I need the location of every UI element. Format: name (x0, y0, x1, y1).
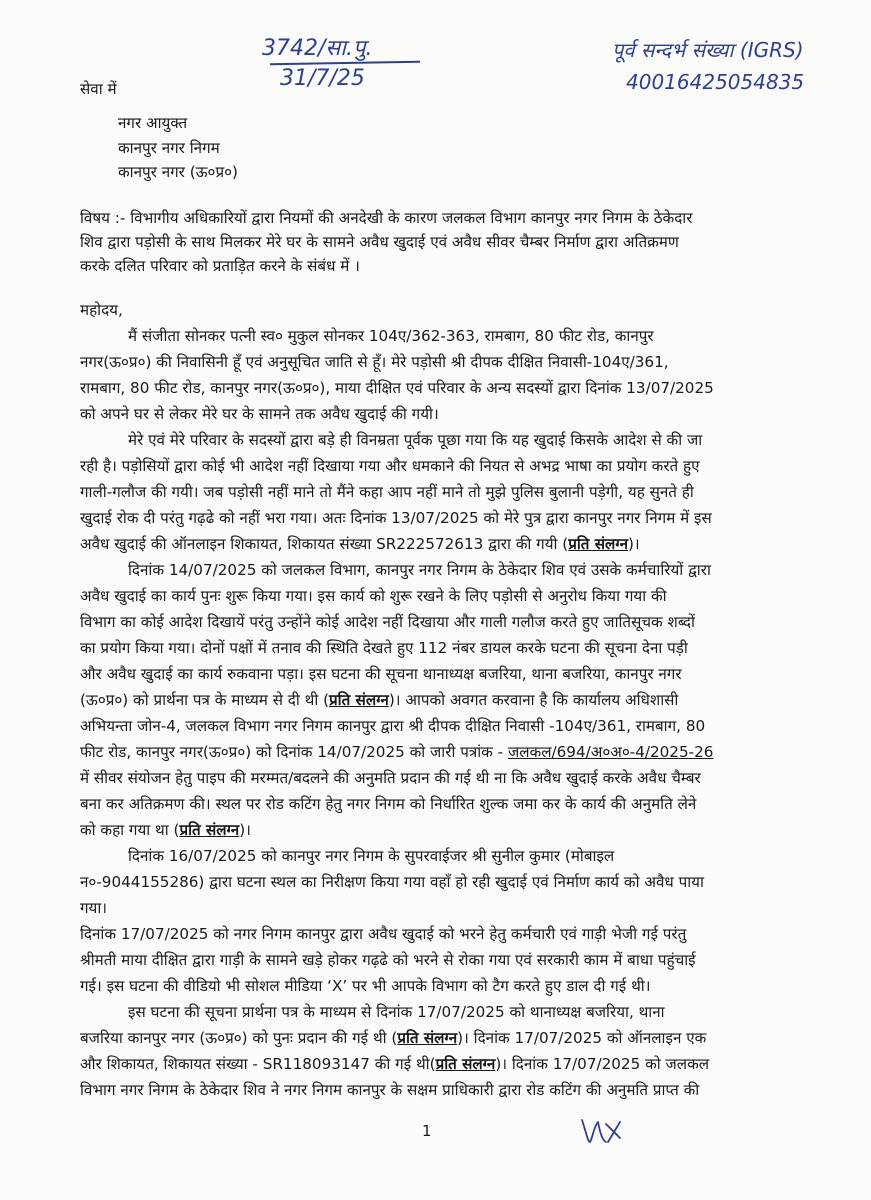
subject-line: शिव द्वारा पड़ोसी के साथ मिलकर मेरे घर के सामने अवैध खुदाई एवं अवैध सीवर चैम्बर निर्माण द्वारा अतिक्रमण (80, 233, 679, 251)
subject-line: विषय :- विभागीय अधिकारियों द्वारा नियमों की अनदेखी के कारण जलकल विभाग कानपुर नगर निगम के ठेकेदार (80, 209, 693, 227)
enclosed-label: प्रति संलग्न (435, 1055, 496, 1073)
para5-line: श्रीमती माया दीक्षित द्वारा गाड़ी के सामने खड़े होकर गढ़ढे को भरने से रोका गया एवं सरकारी काम में बाधा पहुंचाई (80, 951, 696, 969)
para3-line: अभियन्ता जोन-4, जलकल विभाग नगर निगम कानपुर द्वारा श्री दीपक दीक्षित निवासी -104ए/361, रामबाग, 80 (80, 717, 706, 735)
para3-line-text: । आपको अवगत करवाना है कि कार्यालय अधिशासी (394, 691, 679, 709)
signature-icon (576, 1112, 624, 1148)
para2-line: गाली-गलौज की गयी। जब पड़ोसी नहीं माने तो मैंने कहा आप नहीं माने तो मुझे पुलिस बुलानी पड़ेगी, यह सुनते ही (80, 483, 694, 501)
subject-line: करके दलित परिवार को प्रताड़ित करने के संबंध में । (80, 257, 360, 275)
para2-line: रही है। पड़ोसियों द्वारा कोई भी आदेश नहीं दिखाया गया और धमकाने की नियत से अभद्र भाषा का प्रयोग करते हुए (80, 457, 700, 475)
addressee-line: कानपुर नगर निगम (118, 139, 220, 157)
para5-line: दिनांक 17/07/2025 को नगर निगम कानपुर द्वारा अवैध खुदाई को भरने हेतु कर्मचारी एवं गाड़ी भेजी गई परंतु (80, 925, 687, 943)
para3-line-text: को कहा गया था (80, 821, 169, 839)
enclosed-label: प्रति संलग्न (179, 821, 240, 839)
enclosed-label: प्रति संलग्न (397, 1029, 458, 1047)
para3-line-text: फीट रोड, कानपुर नगर(ऊ०प्र०) को दिनांक 14/07/2025 को जारी पत्रांक - (80, 743, 504, 761)
para6-line-text: । दिनांक 17/07/2025 को ऑनलाइन एक (463, 1029, 707, 1047)
para3-line: का प्रयोग किया गया। दोनों पक्षों में तनाव की स्थिति देखते हुए 112 नंबर डायल करके घटना की सूचना देना पड़ी (80, 639, 688, 657)
para6-line-text: और शिकायत, शिकायत संख्या - SR118093147 की गई थी (80, 1055, 430, 1073)
handwritten-previous-reference-number: 40016425054835 (626, 70, 805, 94)
para2-line: मेरे एवं मेरे परिवार के सदस्यों द्वारा बड़े ही विनम्रता पूर्वक पूछा गया कि यह खुदाई किसके आदेश से की जा (128, 431, 703, 449)
para5-line: गई। इस घटना की वीडियो भी सोशल मीडिया ‘X’ पर भी आपके विभाग को टैग करते हुए डाल दी गई थी। (80, 977, 651, 995)
letter-reference-number: जलकल/694/अ०अ०-4/2025-26 (507, 743, 714, 761)
para3-line: बना कर अतिक्रमण की। स्थल पर रोड कटिंग हेतु नगर निगम को निर्धारित शुल्क जमा कर के कार्य की अनुमति लेने (80, 795, 697, 813)
para2-line: अवैध खुदाई की ऑनलाइन शिकायत, शिकायत संख्या SR222572613 द्वारा की गयी (प्रति संलग्न)। (80, 535, 640, 553)
para6-line: और शिकायत, शिकायत संख्या - SR118093147 की गई थी(प्रति संलग्न)। दिनांक 17/07/2025 को जलकल (80, 1055, 710, 1073)
para6-line: विभाग नगर निगम के ठेकेदार शिव ने नगर निगम कानपुर के सक्षम प्राधिकारी द्वारा रोड कटिंग की अनुमति प्राप्त की (80, 1081, 700, 1099)
page-number: 1 (422, 1122, 432, 1140)
para6-line: इस घटना की सूचना प्रार्थना पत्र के माध्यम से दिनांक 17/07/2025 को थानाध्यक्ष बजरिया, थाना (128, 1003, 665, 1021)
addressee-line: कानपुर नगर (ऊ०प्र०) (118, 163, 238, 181)
greeting: महोदय, (80, 301, 123, 319)
para4-line: गया। (80, 899, 108, 917)
para4-line: न०-9044155286) द्वारा घटना स्थल का निरीक्षण किया गया वहाँ हो रही खुदाई एवं निर्माण कार्य को अवैध पाया (80, 873, 704, 891)
subject (80, 206, 780, 278)
addressee-line: नगर आयुक्त (118, 114, 188, 132)
handwritten-previous-reference-label: पूर्व सन्दर्भ संख्या (IGRS) (612, 38, 804, 62)
para2-line-text: अवैध खुदाई की ऑनलाइन शिकायत, शिकायत संख्या SR222572613 द्वारा की गयी (80, 535, 558, 553)
handwritten-date: 31/7/25 (280, 66, 365, 91)
para6-line-text: । दिनांक 17/07/2025 को जलकल (501, 1055, 710, 1073)
para3-line: दिनांक 14/07/2025 को जलकल विभाग, कानपुर नगर निगम के ठेकेदार शिव एवं उसके कर्मचारियों द्वारा (128, 561, 711, 579)
para3-line (80, 742, 713, 762)
enclosed-label: प्रति संलग्न (568, 535, 628, 553)
para6-line: बजरिया कानपुर नगर (ऊ०प्र०) को पुनः प्रदान की गई थी (प्रति संलग्न)। दिनांक 17/07/2025 को ऑनलाइन एक (80, 1029, 707, 1047)
enclosed-label: प्रति संलग्न (329, 691, 389, 709)
para3-line: (ऊ०प्र०) को प्रार्थना पत्र के माध्यम से दी थी (प्रति संलग्न)। आपको अवगत करवाना है कि कार्यालय अधिशासी (80, 691, 679, 709)
para1-line: रामबाग, 80 फीट रोड, कानपुर नगर(ऊ०प्र०), माया दीक्षित एवं परिवार के अन्य सदस्यों द्वारा दिनांक 13/07/2025 (80, 379, 714, 397)
para3-line: में सीवर संयोजन हेतु पाइप की मरम्मत/बदलने की अनुमति प्रदान की गई थी ना कि अवैध खुदाई करके अवैध चैम्बर (80, 769, 701, 787)
para3-line: और अवैध खुदाई का कार्य रुकवाना पड़ा। इस घटना की सूचना थानाध्यक्ष बजरिया, थाना बजरिया, कानपुर नगर (80, 665, 682, 683)
para6-line-text: बजरिया कानपुर नगर (ऊ०प्र०) को पुनः प्रदान की गई थी (80, 1029, 387, 1047)
salutation-to: सेवा में (80, 80, 117, 98)
para1-line: नगर(ऊ०प्र०) की निवासिनी हूँ एवं अनुसूचित जाति से हूँ। मेरे पड़ोसी श्री दीपक दीक्षित निवासी-104ए/361, (80, 353, 669, 371)
para3-line: को कहा गया था (प्रति संलग्न)। (80, 821, 251, 839)
para1-line: को अपने घर से लेकर मेरे घर के सामने तक अवैध खुदाई की गयी। (80, 405, 439, 423)
para3-line-text: (ऊ०प्र०) को प्रार्थना पत्र के माध्यम से दी थी (80, 691, 319, 709)
para1-line: मैं संजीता सोनकर पत्नी स्व० मुकुल सोनकर 104ए/362-363, रामबाग, 80 फीट रोड, कानपुर (128, 327, 654, 345)
para4-line: दिनांक 16/07/2025 को कानपुर नगर निगम के सुपरवाईजर श्री सुनील कुमार (मोबाइल (128, 847, 615, 865)
para3-line: विभाग का कोई आदेश दिखायें परंतु उन्होंने कोई आदेश नहीं दिखाया और गाली गलौज करते हुए जातिसूचक शब्दों (80, 613, 695, 631)
para3-line: अवैध खुदाई का कार्य पुनः शुरू किया गया। इस कार्य को शुरू रखने के लिए पड़ोसी से अनुरोध किया गया की (80, 587, 667, 605)
para2-line: खुदाई रोक दी परंतु गढ़ढे को नहीं भरा गया। अतः दिनांक 13/07/2025 को मेरे पुत्र द्वारा कानपुर नगर निगम में इस (80, 509, 712, 527)
handwritten-ref-number: 3742/सा.पु. (262, 36, 373, 61)
